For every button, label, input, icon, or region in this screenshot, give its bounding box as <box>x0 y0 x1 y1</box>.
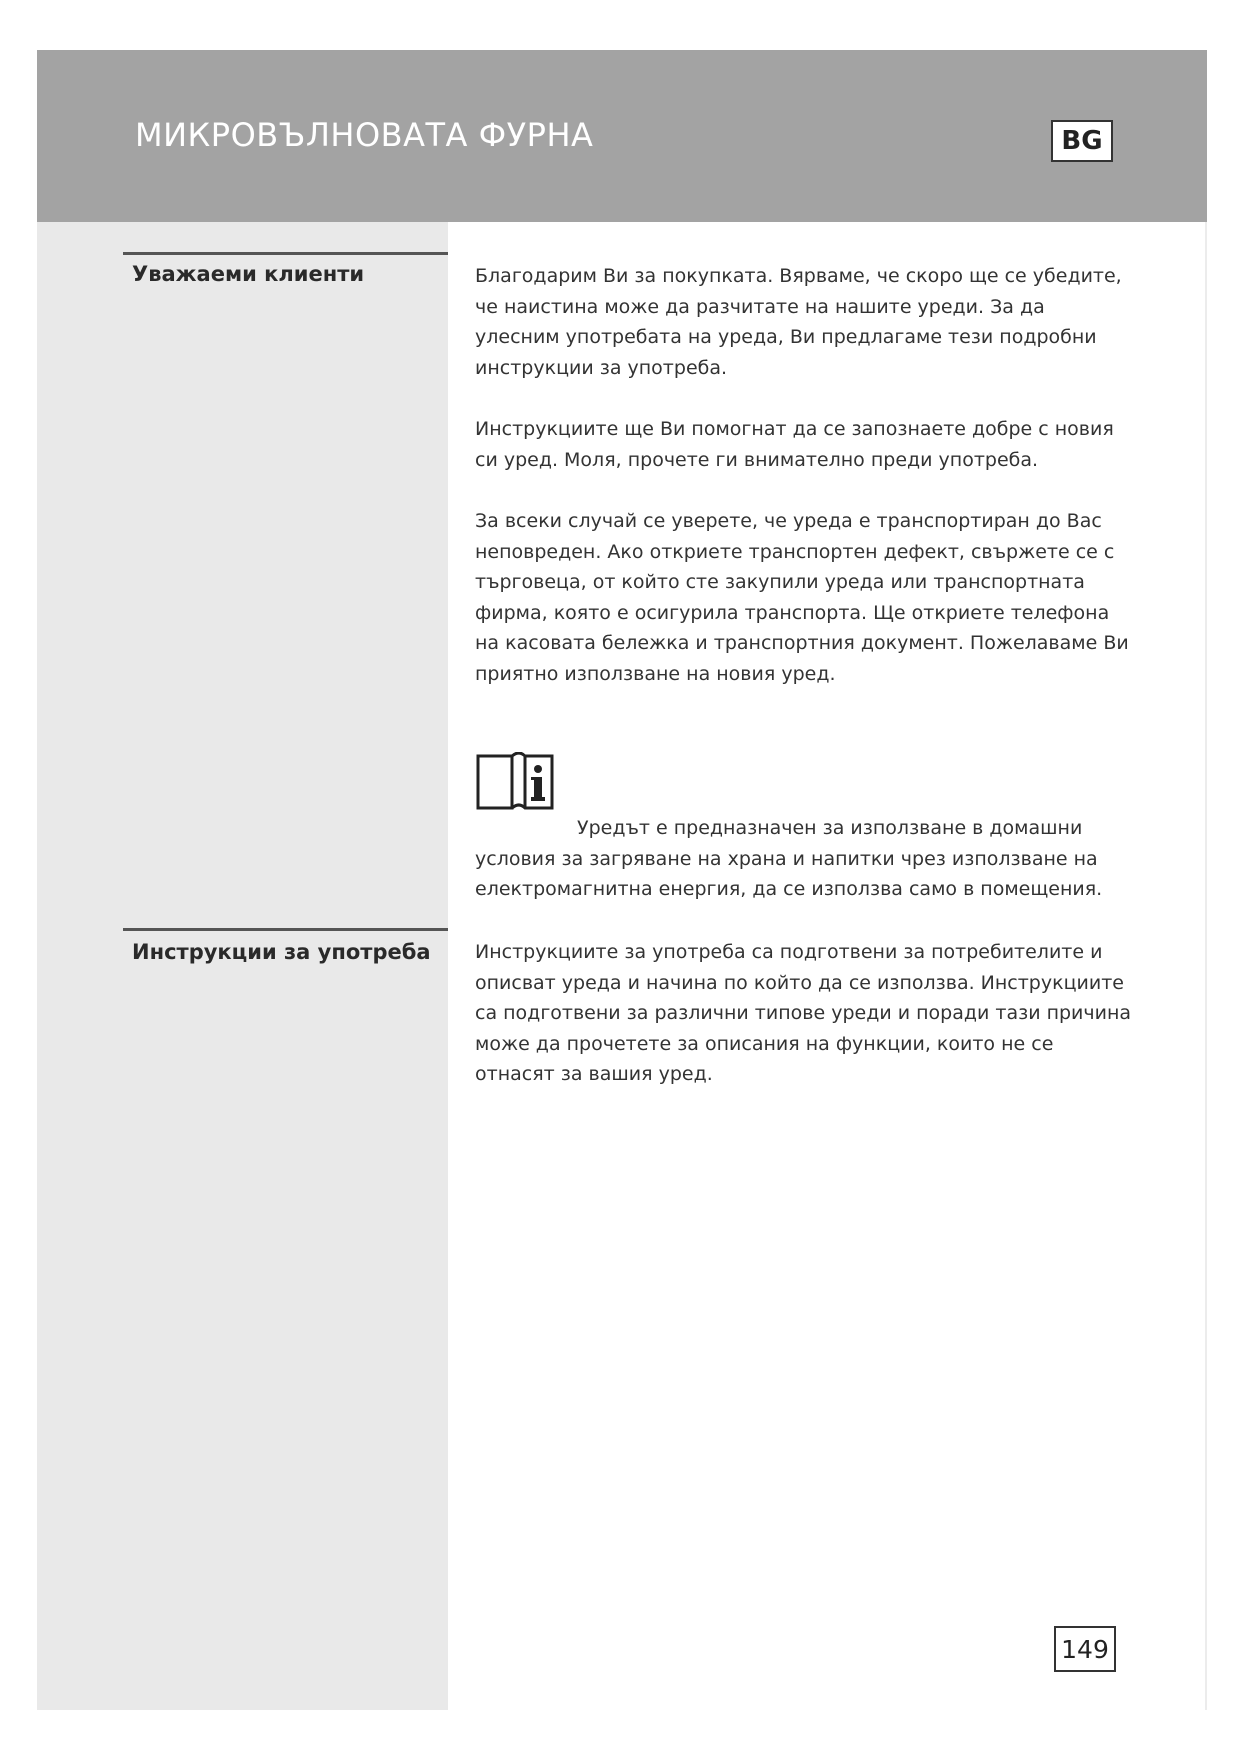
page-header <box>37 50 1207 222</box>
info-note-rest: условия за загряване на храна и напитки чрез използване на електромагнитна енергия, да се използва само в помещения. <box>475 847 1103 901</box>
section-divider <box>123 252 448 255</box>
book-info-icon <box>475 752 555 812</box>
sidebar-column <box>37 222 448 1710</box>
section-heading-dear-customers: Уважаеми клиенти <box>132 262 365 286</box>
section-divider <box>123 928 448 931</box>
transport-paragraph: За всеки случай се уверете, че уреда е транспортиран до Вас неповреден. Ако откриете транспортен дефект, свържете се с търговеца, от който сте закупили уреда или транспортната фирма, която е осигурила транспорта. Ще откриете телефона на касовата бележка и транспортния документ. Пожелаваме Ви приятно използване на новия уред. <box>475 510 1129 685</box>
page-number: 149 <box>1054 1626 1116 1672</box>
intro-paragraph: Благодарим Ви за покупката. Вярваме, че скоро ще се убедите, че наистина може да разчитате на нашите уреди. За да улесним употребата на уреда, Ви предлагаме тези подробни инструкции за употреба. <box>475 265 1122 379</box>
info-note-first-line: Уредът е предназначен за използване в домашни <box>577 817 1083 839</box>
page-title: МИКРОВЪЛНОВАТА ФУРНА <box>135 116 594 154</box>
section-heading-instructions: Инструкции за употреба <box>132 940 431 964</box>
info-note <box>475 813 1135 905</box>
right-edge-line <box>1205 222 1207 1710</box>
usage-instructions-paragraph: Инструкциите за употреба са подготвени за потребителите и описват уреда и начина по който да се използва. Инструкциите са подготвени за различни типове уреди и поради тази причина може да прочетете за описания на функции, които не се отнасят за вашия уред. <box>475 941 1132 1086</box>
instructions-paragraph: Инструкциите ще Ви помогнат да се запознаете добре с новия си уред. Моля, прочете ги внимателно преди употреба. <box>475 418 1114 471</box>
language-badge: BG <box>1051 120 1113 162</box>
